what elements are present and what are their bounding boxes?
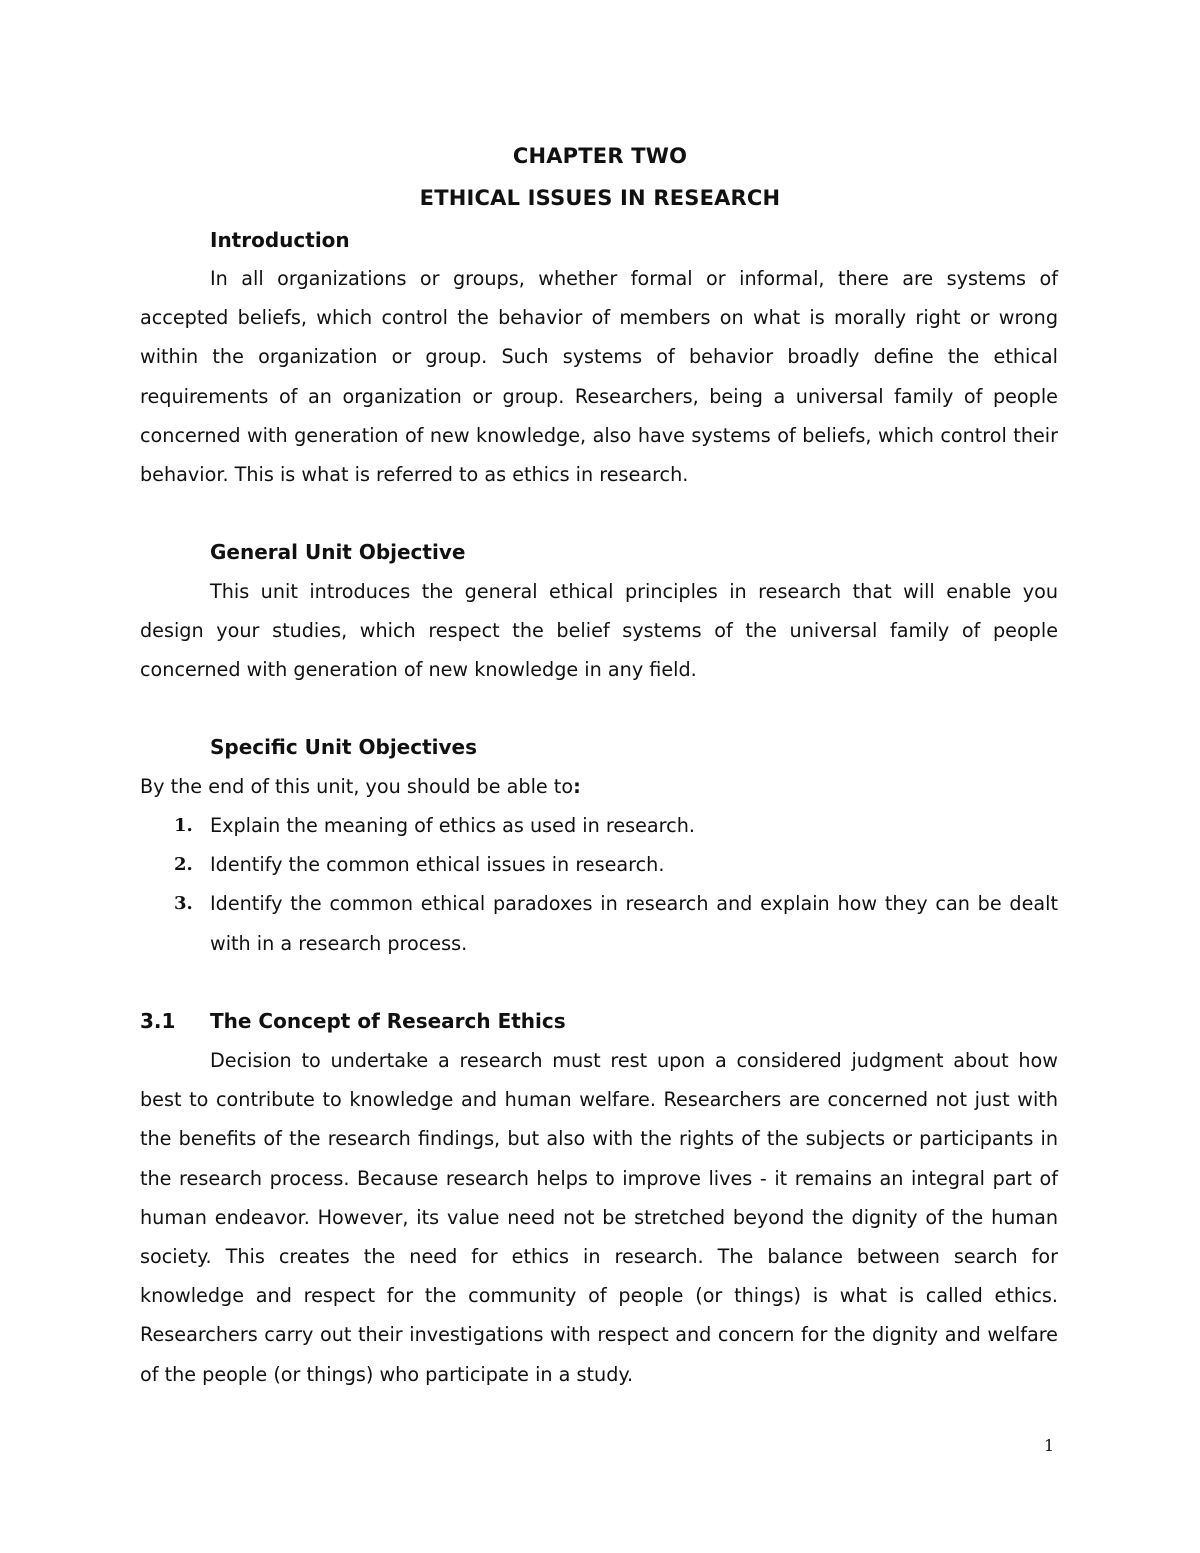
list-item-number: 2. bbox=[174, 854, 193, 876]
document-title: ETHICAL ISSUES IN RESEARCH bbox=[419, 186, 781, 210]
page-number: 1 bbox=[1044, 1436, 1055, 1455]
list-item bbox=[140, 845, 1058, 884]
list-item-text: Identify the common ethical issues in research. bbox=[210, 853, 665, 877]
section-number: 3.1 bbox=[140, 1009, 176, 1033]
section-heading: The Concept of Research Ethics bbox=[210, 1009, 566, 1033]
list-item-number: 3. bbox=[174, 893, 193, 915]
chapter-label: CHAPTER TWO bbox=[512, 144, 688, 168]
introduction-heading: Introduction bbox=[210, 228, 350, 252]
general-objective-paragraph: This unit introduces the general ethical principles in research that will enable you design your studies, which respect the belief systems of the universal family of people concerned with generation of new knowledge in any field. bbox=[140, 580, 1058, 682]
list-item-text: Explain the meaning of ethics as used in research. bbox=[210, 814, 695, 837]
specific-objectives-heading: Specific Unit Objectives bbox=[210, 735, 478, 759]
list-item-text: Identify the common ethical paradoxes in research and explain how they can be dealt with in a research process. bbox=[210, 892, 1058, 955]
general-objective-heading: General Unit Objective bbox=[210, 540, 466, 564]
list-item bbox=[140, 884, 1058, 962]
objectives-list bbox=[140, 806, 1058, 963]
section-paragraph: Decision to undertake a research must rest upon a considered judgment about how best to contribute to knowledge and human welfare. Researchers are concerned not just with the benefits of the research findings, but also with the rights of the subjects or participants in the research process. Because research helps to improve lives - it remains an integral part of human endeavor. However, its value need not be stretched beyond the dignity of the human society. This creates the need for ethics in research. The balance between search for knowledge and respect for the community of people (or things) is what is called ethics. Researchers carry out their investigations with respect and concern for the dignity and welfare of the people (or things) who participate in a study. bbox=[140, 1049, 1058, 1386]
list-item bbox=[140, 806, 1058, 845]
objectives-lead-text: By the end of this unit, you should be able to bbox=[140, 775, 574, 798]
list-item-number: 1. bbox=[174, 815, 193, 836]
introduction-paragraph: In all organizations or groups, whether formal or informal, there are systems of accepted beliefs, which control the behavior of members on what is morally right or wrong within the organization or group. Such systems of behavior broadly define the ethical requirements of an organization or group. Researchers, being a universal family of people concerned with generation of new knowledge, also have systems of beliefs, which control their behavior. This is what is referred to as ethics in research. bbox=[140, 267, 1058, 487]
objectives-lead bbox=[140, 767, 581, 806]
objectives-lead-colon: : bbox=[573, 775, 581, 798]
